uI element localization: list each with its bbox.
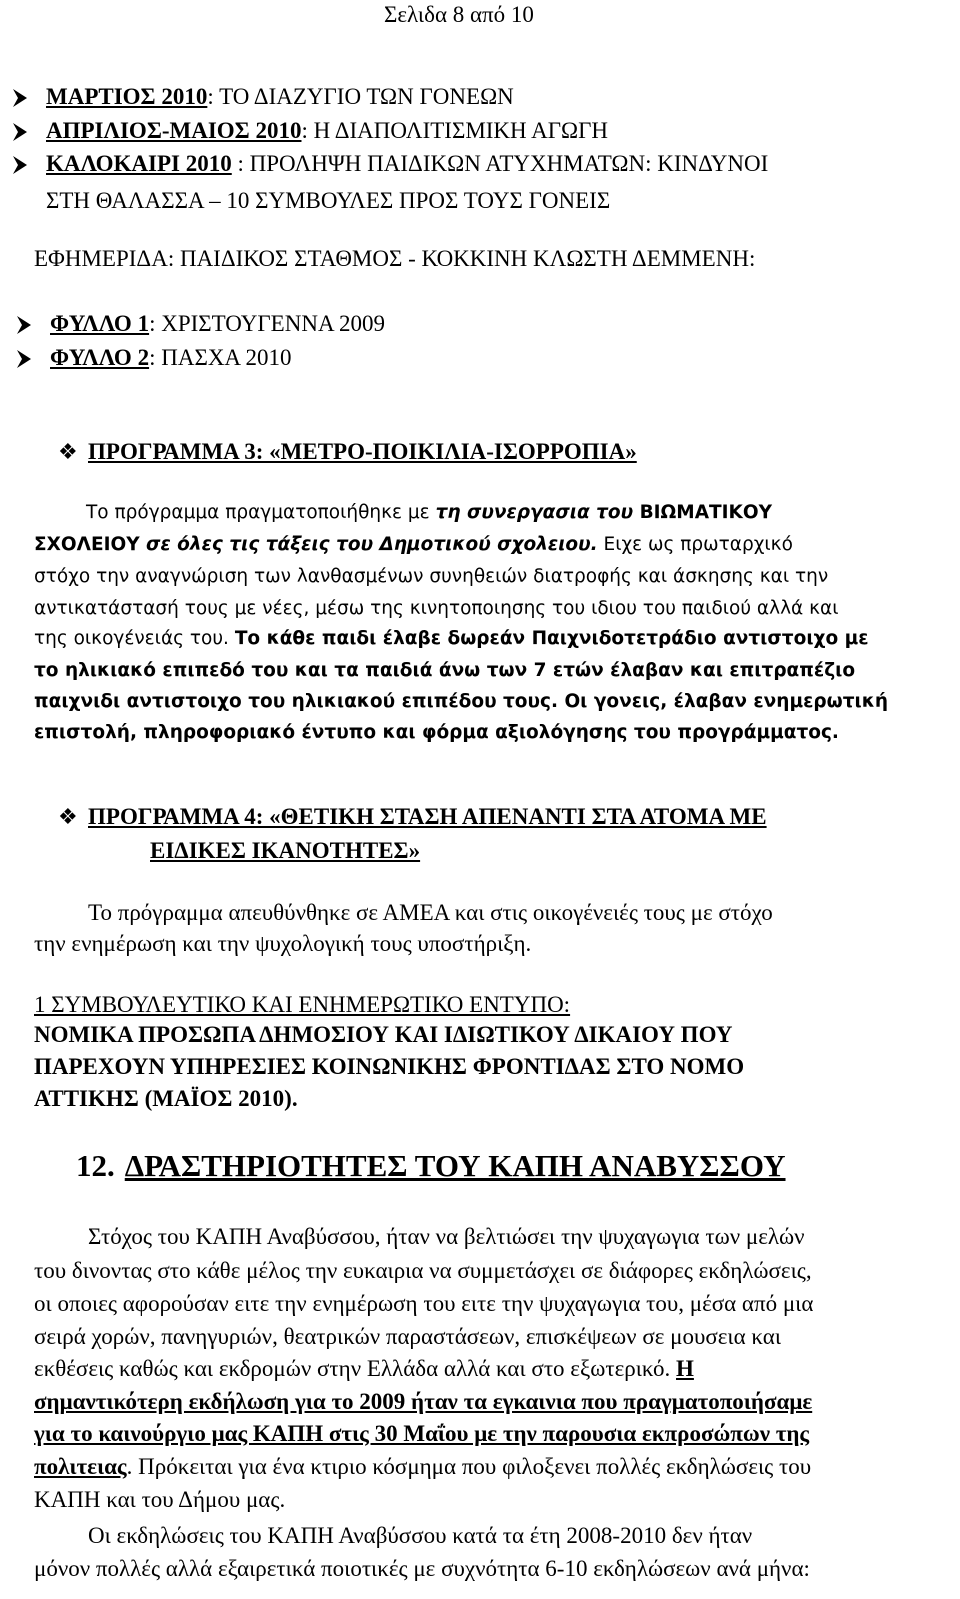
- section-12-line-4: σειρά χορών, πανηγυριών, θεατρικών παραστάσεων, επισκέψεων σε μουσεια και: [34, 1324, 782, 1349]
- program-3-line-7: παιχνιδι αντιστοιχο του ηλικιακού επιπέδου τους. Οι γονεις, έλαβαν ενημερωτική: [34, 691, 889, 712]
- section-12-line-7: για το καινούργιο μας ΚΑΠΗ στις 30 Μαΐου με την παρουσια εκπροσώπων της: [34, 1421, 810, 1446]
- section-12-line-11: μόνον πολλές αλλά εξαιρετικά ποιοτικές με συχνότητα 6-10 εκδηλώσεων ανά μήνα:: [34, 1556, 810, 1581]
- bullet-item-march: ΜΑΡΤΙΟΣ 2010: ΤΟ ΔΙΑΖΥΓΙΟ ΤΩΝ ΓΟΝΕΩΝ: [46, 84, 514, 109]
- section-12-line-5: εκθέσεις καθώς και εκδρομών στην Ελλάδα αλλά και στο εξωτερικό. Η: [34, 1356, 694, 1381]
- bullet-item-april-may: ΑΠΡΙΛΙΟΣ-ΜΑΙΟΣ 2010: Η ΔΙΑΠΟΛΙΤΙΣΜΙΚΗ ΑΓΩΓΗ: [46, 118, 609, 143]
- brochure-title: 1 ΣΥΜΒΟΥΛΕΥΤΙΚΟ ΚΑΙ ΕΝΗΜΕΡΩΤΙΚΟ ΕΝΤΥΠΟ:: [34, 992, 571, 1017]
- program-3-line-8: επιστολή, πληροφοριακό έντυπο και φόρμα αξιολόγησης του προγράμματος.: [34, 722, 839, 743]
- arrow-bullet-icon: [14, 313, 34, 337]
- program-4-heading-line-2: ΕΙΔΙΚΕΣ ΙΚΑΝΟΤΗΤΕΣ»: [150, 838, 421, 863]
- section-12-line-8: πολιτειας. Πρόκειται για ένα κτιριο κόσμημα που φιλοξενει πολλές εκδηλώσεις του: [34, 1454, 812, 1479]
- brochure-line-3: ΑΤΤΙΚΗΣ (ΜΑΪΟΣ 2010).: [34, 1086, 298, 1111]
- program-3-line-1: Το πρόγραμμα πραγματοποιήθηκε με τη συνεργασια του ΒΙΩΜΑΤΙΚΟΥ: [86, 502, 772, 523]
- program-4-text-line-1: Το πρόγραμμα απευθύνθηκε σε ΑΜΕΑ και στις οικογένειές τους με στόχο: [88, 900, 773, 925]
- section-title: ΔΡΑΣΤΗΡΙΟΤΗΤΕΣ ΤΟΥ ΚΑΠΗ ΑΝΑΒΥΣΣΟΥ: [124, 1148, 786, 1183]
- arrow-bullet-icon: [14, 347, 34, 371]
- program-4-text-line-2: την ενημέρωση και την ψυχολογική τους υποστήριξη.: [34, 931, 532, 956]
- newspaper-sheet-1: ΦΥΛΛΟ 1: ΧΡΙΣΤΟΥΓΕΝΝΑ 2009: [50, 311, 386, 336]
- section-number: 12.: [76, 1148, 115, 1183]
- brochure-line-2: ΠΑΡΕΧΟΥΝ ΥΠΗΡΕΣΙΕΣ ΚΟΙΝΩΝΙΚΗΣ ΦΡΟΝΤΙΔΑΣ ΣΤΟ ΝΟΜΟ: [34, 1054, 745, 1079]
- section-12-line-9: ΚΑΠΗ και του Δήμου μας.: [34, 1487, 286, 1512]
- program-3-line-5: της οικογένειάς του. Το κάθε παιδι έλαβε δωρεάν Παιχνιδοτετράδιο αντιστοιχο με: [34, 628, 869, 649]
- section-12-line-10: Οι εκδηλώσεις του ΚΑΠΗ Αναβύσσου κατά τα έτη 2008-2010 δεν ήταν: [88, 1523, 753, 1548]
- program-4-heading-line-1: ΠΡΟΓΡΑΜΜΑ 4: «ΘΕΤΙΚΗ ΣΤΑΣΗ ΑΠΕΝΑΝΤΙ ΣΤΑ ΑΤΟΜΑ ΜΕ: [88, 804, 767, 829]
- diamond-bullet-icon: ❖: [58, 440, 78, 465]
- section-12-line-2: του δινοντας στο κάθε μέλος την ευκαιρια να συμμετάσχει σε διάφορες εκδηλώσεις,: [34, 1258, 812, 1283]
- bullet-item-summer-continued: ΣΤΗ ΘΑΛΑΣΣΑ – 10 ΣΥΜΒΟΥΛΕΣ ΠΡΟΣ ΤΟΥΣ ΓΟΝΕΙΣ: [46, 188, 611, 213]
- newspaper-title: ΕΦΗΜΕΡΙΔΑ: ΠΑΙΔΙΚΟΣ ΣΤΑΘΜΟΣ - ΚΟΚΚΙΝΗ ΚΛΩΣΤΗ ΔΕΜΜΕΝΗ:: [34, 246, 756, 271]
- program-3-line-4: αντικατάστασή τους με νέες, μέσω της κινητοποιησης του ιδιου του παιδιού αλλά και: [34, 598, 839, 619]
- brochure-line-1: ΝΟΜΙΚΑ ΠΡΟΣΩΠΑ ΔΗΜΟΣΙΟΥ ΚΑΙ ΙΔΙΩΤΙΚΟΥ ΔΙΚΑΙΟΥ ΠΟΥ: [34, 1022, 733, 1047]
- arrow-bullet-icon: [10, 120, 30, 144]
- section-12-heading: [76, 1146, 786, 1186]
- diamond-bullet-icon: ❖: [58, 805, 78, 830]
- program-3-line-6: το ηλικιακό επιπεδό του και τα παιδιά άνω των 7 ετών έλαβαν και επιτραπέζιο: [34, 660, 856, 681]
- section-12-line-3: οι οποιες αφορούσαν ειτε την ενημέρωση του ειτε την ψυχαγωγια του, μέσα από μια: [34, 1291, 814, 1316]
- program-3-line-2: ΣΧΟΛΕΙΟΥ σε όλες τις τάξεις του Δημοτικού σχολειου. Ειχε ως πρωταρχικό: [34, 534, 793, 555]
- section-12-line-1: Στόχος του ΚΑΠΗ Αναβύσσου, ήταν να βελτιώσει την ψυχαγωγια των μελών: [88, 1224, 805, 1249]
- arrow-bullet-icon: [10, 86, 30, 110]
- program-3-line-3: στόχο την αναγνώριση των λανθασμένων συνηθειών διατροφής και άσκησης και την: [34, 566, 829, 587]
- program-3-heading: ΠΡΟΓΡΑΜΜΑ 3: «ΜΕΤΡΟ-ΠΟΙΚΙΛΙΑ-ΙΣΟΡΡΟΠΙΑ»: [88, 439, 637, 464]
- section-12-line-6: σημαντικότερη εκδήλωση για το 2009 ήταν τα εγκαινια που πραγματοποιήσαμε: [34, 1389, 813, 1414]
- bullet-item-summer: ΚΑΛΟΚΑΙΡΙ 2010 : ΠΡΟΛΗΨΗ ΠΑΙΔΙΚΩΝ ΑΤΥΧΗΜΑΤΩΝ: ΚΙΝΔΥΝΟΙ: [46, 151, 769, 176]
- newspaper-sheet-2: ΦΥΛΛΟ 2: ΠΑΣΧΑ 2010: [50, 345, 292, 370]
- page-number-header: Σελιδα 8 από 10: [384, 2, 534, 27]
- arrow-bullet-icon: [10, 153, 30, 177]
